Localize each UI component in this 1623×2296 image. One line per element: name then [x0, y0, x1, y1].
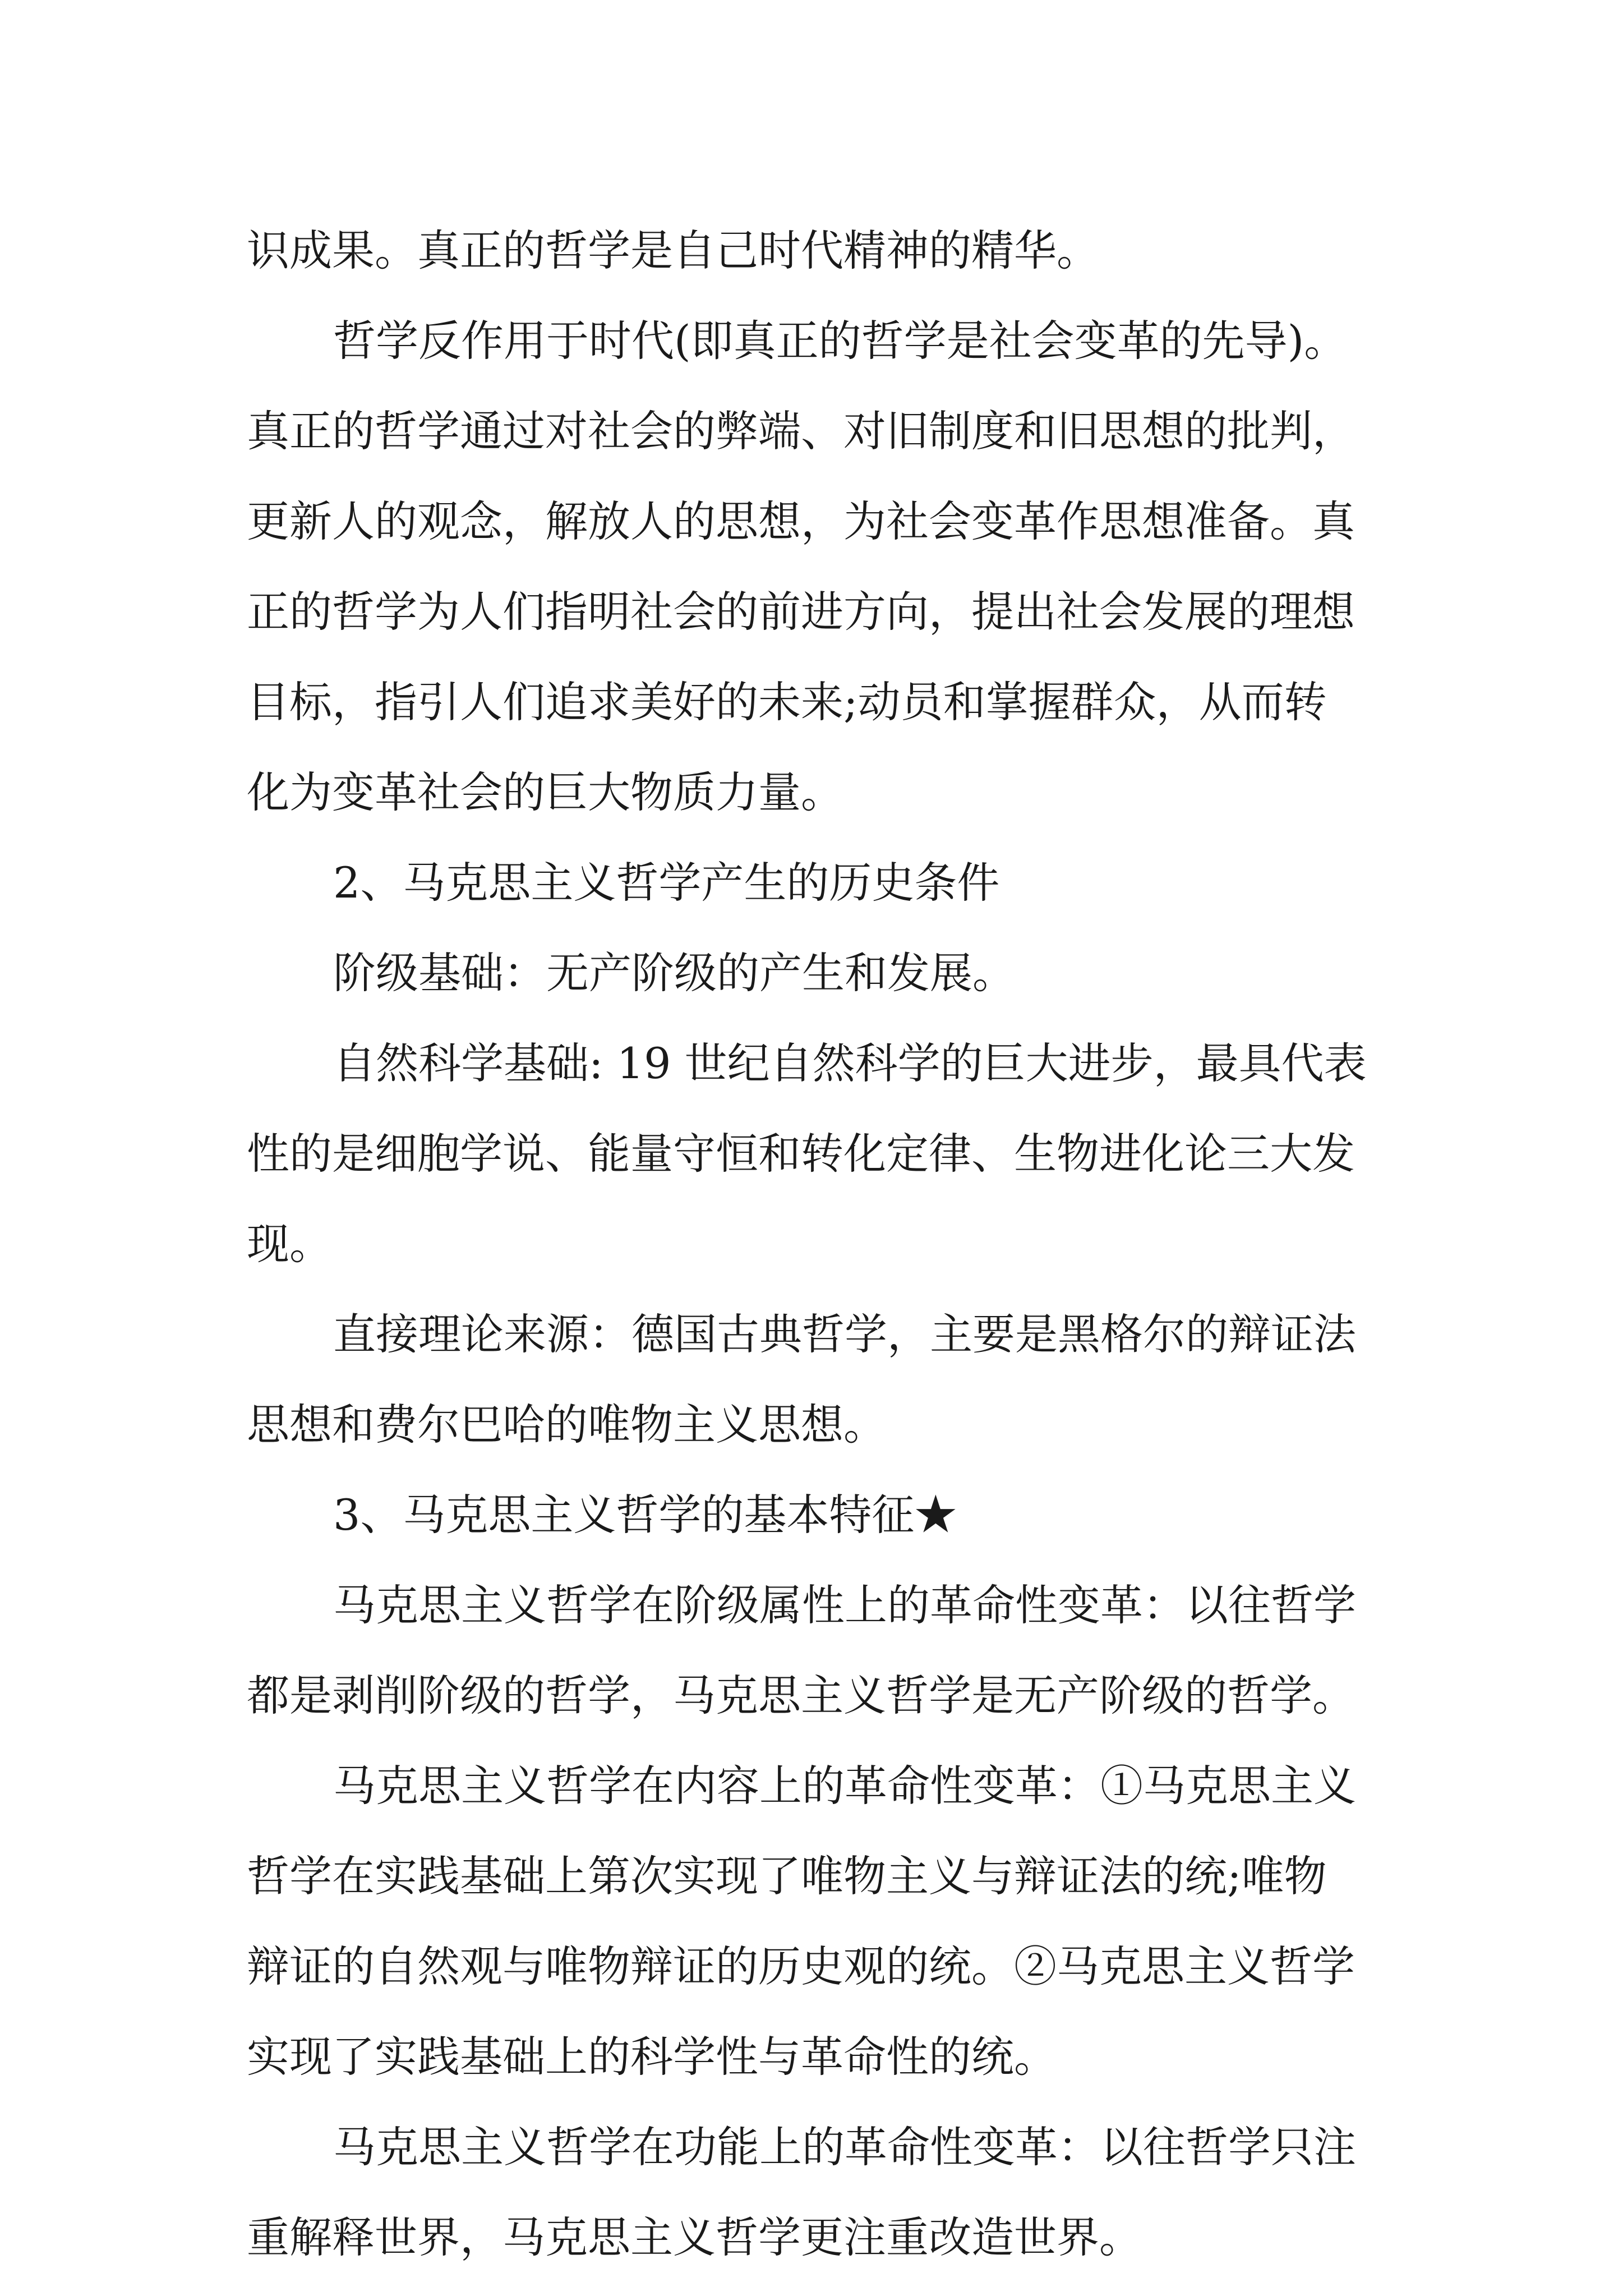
text-line: 马克思主义哲学在内容上的革命性变革：①马克思主义: [333, 1761, 1356, 1811]
text-line: 马克思主义哲学在功能上的革命性变革：以往哲学只注: [333, 2122, 1356, 2172]
text-line: 目标，指引人们追求美好的未来;动员和掌握群众，从而转: [247, 677, 1327, 727]
text-line: 哲学反作用于时代(即真正的哲学是社会变革的先导)。: [333, 316, 1347, 366]
section-heading: 3、马克思主义哲学的基本特征★: [333, 1490, 957, 1540]
section-heading: 2、马克思主义哲学产生的历史条件: [333, 858, 1000, 908]
text-line: 性的是细胞学说、能量守恒和转化定律、生物进化论三大发: [247, 1129, 1355, 1179]
text-line: 哲学在实践基础上第次实现了唯物主义与辩证法的统;唯物: [247, 1851, 1327, 1901]
text-line: 实现了实践基础上的科学性与革命性的统。: [247, 2032, 1057, 2082]
text-line: 识成果。真正的哲学是自己时代精神的精华。: [247, 226, 1099, 275]
text-line: 阶级基础：无产阶级的产生和发展。: [333, 948, 1015, 998]
text-line: 自然科学基础: 19 世纪自然科学的巨大进步，最具代表: [333, 1038, 1367, 1088]
text-line: 辩证的自然观与唯物辩证的历史观的统。②马克思主义哲学: [247, 1941, 1355, 1991]
text-line: 都是剥削阶级的哲学，马克思主义哲学是无产阶级的哲学。: [247, 1671, 1355, 1720]
text-line: 正的哲学为人们指明社会的前进方向，提出社会发展的理想: [247, 587, 1355, 637]
text-line: 重解释世界，马克思主义哲学更注重改造世界。: [247, 2212, 1142, 2262]
text-line: 马克思主义哲学在阶级属性上的革命性变革：以往哲学: [333, 1580, 1356, 1630]
text-line: 更新人的观念，解放人的思想，为社会变革作思想准备。真: [247, 496, 1355, 546]
text-line: 直接理论来源：德国古典哲学，主要是黑格尔的辩证法: [333, 1309, 1356, 1359]
text-line: 化为变革社会的巨大物质力量。: [247, 767, 843, 817]
text-line: 真正的哲学通过对社会的弊端、对旧制度和旧思想的批判，: [247, 406, 1355, 456]
text-line: 思想和费尔巴哈的唯物主义思想。: [247, 1400, 886, 1450]
text-line: 现。: [247, 1219, 332, 1269]
